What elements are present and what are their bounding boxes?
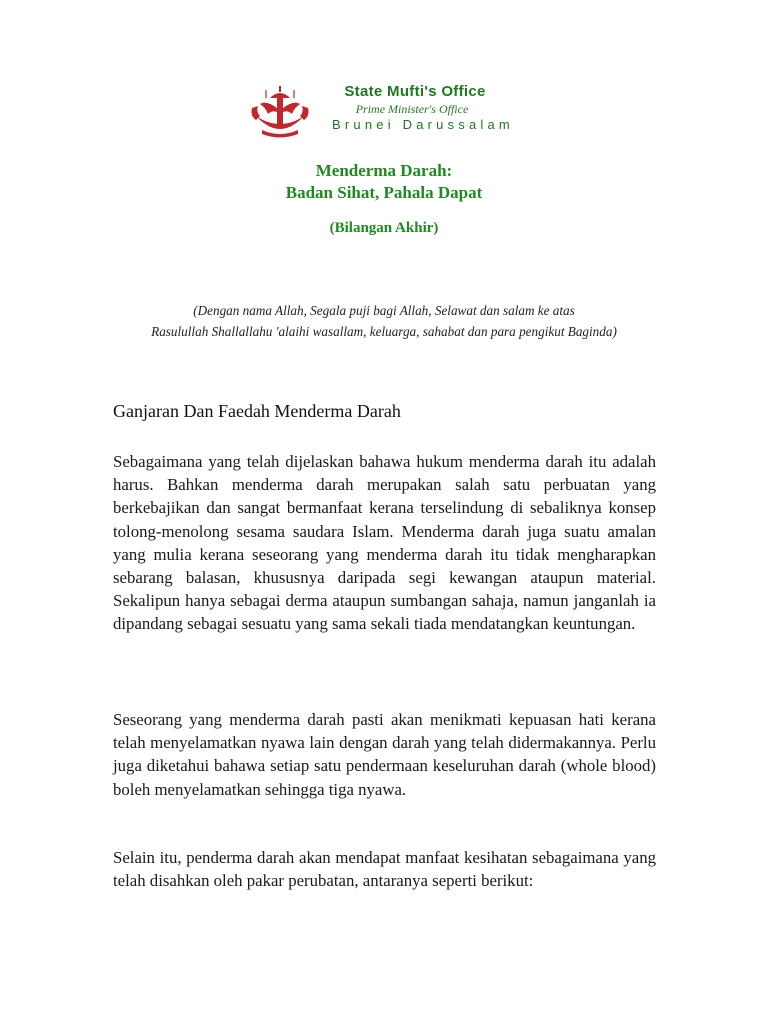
series-note: (Bilangan Akhir) (329, 220, 439, 236)
section-heading: Ganjaran Dan Faedah Menderma Darah (113, 401, 401, 421)
document-title (0, 160, 768, 204)
parent-office-name: Prime Minister's Office (355, 102, 469, 116)
title-line-1: Menderma Darah: (315, 161, 453, 180)
body-paragraph: Seseorang yang menderma darah pasti akan menikmati kepuasan hati kerana telah menyelamatkan nyawa lain dengan darah yang telah didermakannya. Perlu juga diketahui bahawa setiap satu pendermaan keseluruhan darah (whole blood) boleh menyelamatkan sehingga tiga nyawa. (113, 710, 656, 799)
country-name: Brunei Darussalam (332, 117, 514, 132)
title-line-2: Badan Sihat, Pahala Dapat (285, 183, 483, 202)
invocation-line-2: Rasulullah Shallallahu 'alaihi wasallam, keluarga, sahabat dan para pengikut Baginda) (151, 324, 617, 339)
invocation (0, 300, 768, 342)
body-paragraph: Selain itu, penderma darah akan mendapat manfaat kesihatan sebagaimana yang telah disahkan oleh pakar perubatan, antaranya seperti berikut: (113, 848, 656, 891)
letterhead-text (318, 82, 528, 134)
office-name: State Mufti's Office (344, 83, 486, 100)
invocation-line-1: (Dengan nama Allah, Segala puji bagi Allah, Selawat dan salam ke atas (193, 303, 575, 318)
body-paragraph: Sebagaimana yang telah dijelaskan bahawa hukum menderma darah itu adalah harus. Bahkan menderma darah merupakan salah satu perbuatan yang berkebajikan dan sangat bermanfaat kerana terselindung di sebaliknya konsep tolong-menolong sesama saudara Islam. Menderma darah juga suatu amalan yang mulia kerana seseorang yang menderma darah itu tidak mengharapkan sebarang balasan, khususnya daripada segi kewangan ataupun material. Sekalipun hanya sebagai derma ataupun sumbangan sahaja, namun janganlah ia dipandang sebagai sesuatu yang sama sekali tiada mendatangkan keuntungan. (113, 452, 656, 634)
letterhead (248, 82, 528, 142)
